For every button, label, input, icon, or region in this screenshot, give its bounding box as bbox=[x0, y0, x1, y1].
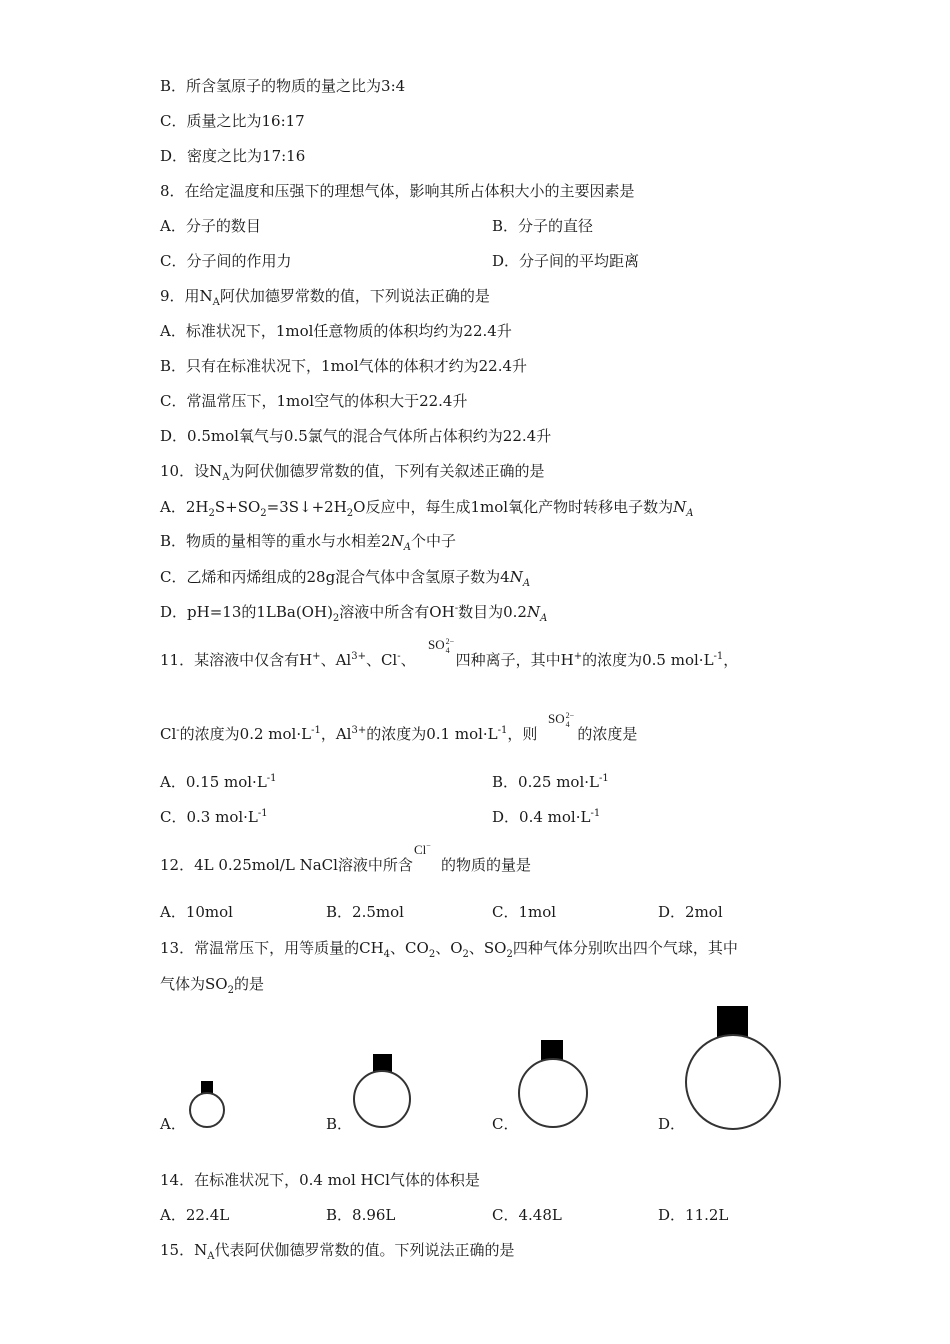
q9-stem: 9．用$N_A$阿伏加德罗常数的值，下列说法正确的是 bbox=[160, 287, 490, 308]
q12-option-a: A．10mol bbox=[160, 903, 233, 921]
q9-option-d: D．0.5mol氧气与0.5氯气的混合气体所占体积约为22.4升 bbox=[160, 427, 552, 445]
balloon-b-body bbox=[353, 1070, 411, 1128]
q13-label-a: A． bbox=[160, 1115, 186, 1133]
q8-option-d: D．分子间的平均距离 bbox=[492, 252, 640, 270]
q10-option-c: C．乙烯和丙烯组成的28g混合气体中含氢原子数为$4N_A$ bbox=[160, 568, 531, 589]
q8-option-a: A．分子的数目 bbox=[160, 217, 261, 235]
q8-option-b: B．分子的直径 bbox=[492, 217, 594, 235]
q14-option-b: B．8.96L bbox=[326, 1206, 396, 1224]
balloon-a-body bbox=[189, 1092, 225, 1128]
q12-option-d: D．2mol bbox=[658, 903, 723, 921]
q14-option-c: C．4.48L bbox=[492, 1206, 562, 1224]
q12-option-c: C．1mol bbox=[492, 903, 557, 921]
q11-option-d: D．0.4 $mol\cdot L^{-1}$ bbox=[492, 808, 601, 826]
q13-label-b: B． bbox=[326, 1115, 353, 1133]
q7-option-d: D．密度之比为17:16 bbox=[160, 147, 306, 165]
q7-option-b: B．所含氢原子的物质的量之比为3:4 bbox=[160, 77, 406, 95]
q14-stem: 14．在标准状况下，0.4 mol HCl气体的体积是 bbox=[160, 1171, 480, 1189]
q10-stem: 10．设$N_A$为阿伏伽德罗常数的值，下列有关叙述正确的是 bbox=[160, 462, 545, 483]
q10-option-a: A．$2H_2S+SO_2=3S↓+2H_2O$反应中，每生成1mol氧化产物时转移电子数为$N_A$ bbox=[160, 498, 694, 519]
q15-stem: 15．$N_A$代表阿伏伽德罗常数的值。下列说法正确的是 bbox=[160, 1241, 515, 1262]
q11-stem-line2: Cl-的浓度为0.2 $mol\cdot L^{-1}$，$Al^{3+}$的浓度为0.1 $mol\cdot L^{-1}$，则 的浓度是 bbox=[160, 725, 638, 743]
q8-option-c: C．分子间的作用力 bbox=[160, 252, 292, 270]
q14-option-d: D．11.2L bbox=[658, 1206, 729, 1224]
q11-stem-line1: 11．某溶液中仅含有H+、$Al^{3+}$、Cl-、 四种离子，其中H+的浓度为0.5 $mol\cdot L^{-1}$， bbox=[160, 651, 739, 669]
q13-label-c: C． bbox=[492, 1115, 519, 1133]
q11-option-c: C．0.3 $mol\cdot L^{-1}$ bbox=[160, 808, 268, 826]
q9-option-b: B．只有在标准状况下，1mol气体的体积才约为22.4升 bbox=[160, 357, 528, 375]
balloon-c-body bbox=[518, 1058, 588, 1128]
balloon-d-body bbox=[685, 1034, 781, 1130]
q8-stem: 8．在给定温度和压强下的理想气体，影响其所占体积大小的主要因素是 bbox=[160, 182, 635, 200]
q12-stem: 12．4L 0.25mol/L NaCl溶液中所含 的物质的量是 bbox=[160, 856, 531, 874]
q13-stem-line2: 气体为$SO_2$的是 bbox=[160, 975, 264, 996]
q7-option-c: C．质量之比为16:17 bbox=[160, 112, 305, 130]
q11-option-a: A．0.15 $mol\cdot L^{-1}$ bbox=[160, 773, 277, 791]
chloride-ion-formula: Cl− bbox=[414, 841, 431, 857]
sulfate-ion-formula: SO 2− 4 bbox=[428, 637, 455, 656]
q14-option-a: A．22.4L bbox=[160, 1206, 230, 1224]
q12-option-b: B．2.5mol bbox=[326, 903, 404, 921]
sulfate-ion-formula: SO 2− 4 bbox=[548, 711, 575, 730]
q10-option-b: B．物质的量相等的重水与水相差$2N_A$个中子 bbox=[160, 532, 456, 553]
q13-label-d: D． bbox=[658, 1115, 686, 1133]
q9-option-c: C．常温常压下，1mol空气的体积大于22.4升 bbox=[160, 392, 468, 410]
q13-stem-line1: 13．常温常压下，用等质量的$CH_4$、$CO_2$、$O_2$、$SO_2$四种气体分别吹出四个气球，其中 bbox=[160, 939, 738, 960]
q11-option-b: B．0.25 $mol\cdot L^{-1}$ bbox=[492, 773, 609, 791]
balloon-d-knot bbox=[717, 1006, 748, 1037]
q10-option-d: D．pH=13的$1LBa(OH)_2$溶液中所含有OH-数目为$0.2N_A$ bbox=[160, 603, 548, 624]
q9-option-a: A．标准状况下，1mol任意物质的体积均约为22.4升 bbox=[160, 322, 512, 340]
